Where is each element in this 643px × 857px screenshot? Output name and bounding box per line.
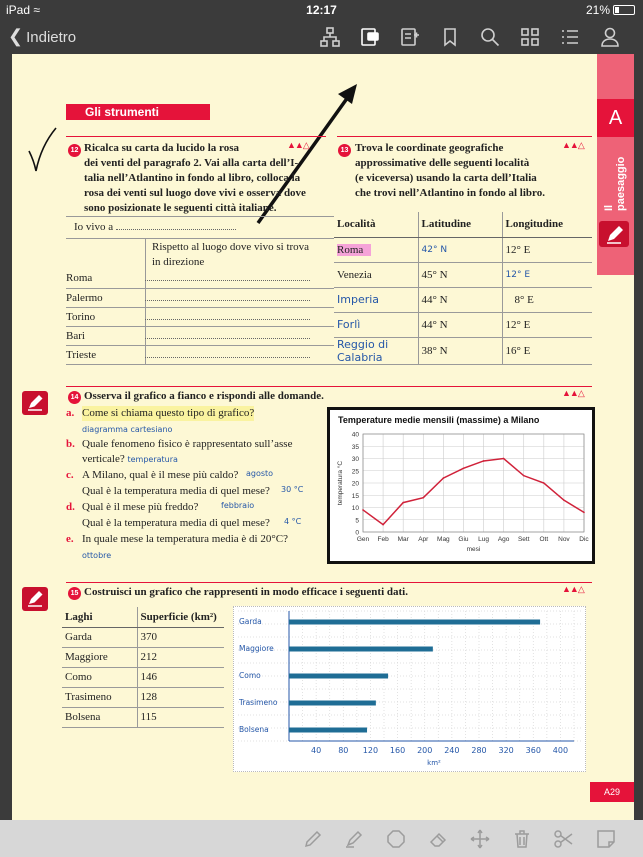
answer-cell[interactable]	[145, 307, 334, 326]
longitude-cell: 12° E	[502, 312, 592, 337]
pencil-icon[interactable]	[22, 391, 48, 415]
text-line: approssimative delle seguenti località	[355, 157, 530, 169]
add-note-icon[interactable]	[390, 24, 430, 50]
exercise-12-text	[84, 141, 324, 216]
city-cell: Trieste	[66, 345, 145, 364]
latitude-cell[interactable]: 42° N	[418, 237, 502, 262]
page-number: A29	[590, 782, 634, 802]
cities-table	[66, 269, 334, 365]
text-line: sono posizionate le seguenti città italiane.	[84, 202, 277, 214]
back-button[interactable]	[8, 26, 76, 47]
table-header-row	[62, 607, 224, 627]
x-tick-label: 400	[552, 746, 569, 755]
table-row	[62, 687, 224, 707]
scissors-icon[interactable]	[553, 828, 575, 850]
live-label: Io vivo a	[74, 220, 236, 235]
answer-d2[interactable]: 4 °C	[284, 517, 302, 526]
answer-a[interactable]: diagramma cartesiano	[82, 425, 173, 434]
area-cell: 146	[137, 667, 224, 687]
text-line: talia nell’Atlantino in fondo al libro, colloca la	[84, 172, 301, 184]
divider	[66, 582, 592, 583]
x-tick-label: Ott	[539, 536, 549, 543]
answer-b[interactable]: verticale? temperatura	[82, 453, 178, 465]
temperature-chart	[330, 410, 592, 561]
data-point	[483, 460, 485, 462]
data-point	[422, 497, 424, 499]
x-tick-label: Giu	[458, 536, 469, 543]
x-tick-label: Mag	[437, 536, 450, 543]
data-point	[543, 482, 545, 484]
answer-cell[interactable]	[145, 288, 334, 307]
bar-label: Maggiore	[239, 644, 274, 653]
data-point	[503, 458, 505, 460]
y-tick-label: 35	[351, 443, 359, 451]
question-b: b. Quale fenomeno fisico è rappresentato sull’asse	[66, 438, 293, 450]
pencil-icon[interactable]	[22, 587, 48, 611]
page-view-icon[interactable]	[350, 24, 390, 50]
chart-title: Temperature medie mensili (massime) a Milano	[338, 415, 540, 425]
x-tick-label: 40	[311, 746, 322, 755]
bar-label: Como	[239, 671, 261, 680]
text-line: rosa dei venti sul luogo dove vivi e osserva dove	[84, 187, 306, 199]
exercise-number: 15	[68, 587, 81, 600]
answer-c2[interactable]: 30 °C	[281, 485, 304, 494]
y-tick-label: 0	[355, 529, 359, 537]
answer-cell[interactable]	[145, 269, 334, 288]
question-c: c. A Milano, qual è il mese più caldo? agosto	[66, 468, 331, 484]
city-cell: Palermo	[66, 288, 145, 307]
x-tick-label: Sett	[517, 536, 530, 543]
table-row	[62, 647, 224, 667]
x-tick-label: Lug	[478, 536, 489, 543]
longitude-cell: 16° E	[502, 337, 592, 364]
chapter-sidebar	[597, 54, 634, 275]
series-line	[363, 459, 584, 525]
area-cell: 370	[137, 627, 224, 647]
x-tick-label: 240	[444, 746, 460, 755]
section-title: Gli strumenti	[66, 104, 210, 120]
exercise-number: 14	[68, 391, 81, 404]
status-bar	[0, 0, 643, 20]
x-tick-label: Dic	[579, 536, 589, 543]
y-tick-label: 40	[351, 431, 359, 439]
device-label: iPad ≈	[6, 3, 40, 17]
table-row	[62, 627, 224, 647]
exercise-15-title: Costruisci un grafico che rappresenti in modo efficace i seguenti dati.	[84, 586, 408, 598]
y-tick-label: 15	[351, 492, 359, 500]
battery-indicator: 21%	[586, 3, 635, 17]
locality-cell: Roma	[334, 237, 418, 262]
hierarchy-icon[interactable]	[310, 24, 350, 50]
bar	[289, 728, 367, 733]
pencil-icon[interactable]	[599, 221, 629, 247]
divider	[66, 136, 326, 137]
x-tick-label: 320	[498, 746, 514, 755]
grid-icon[interactable]	[510, 24, 550, 50]
longitude-cell: 8° E	[502, 287, 592, 312]
highlighter-tool-icon[interactable]	[343, 828, 365, 850]
x-tick-label: Mar	[397, 536, 409, 543]
move-tool-icon[interactable]	[469, 828, 491, 850]
longitude-cell[interactable]: 12° E	[502, 262, 592, 287]
bar	[289, 620, 540, 625]
city-cell: Torino	[66, 307, 145, 326]
data-point	[583, 512, 585, 514]
table-row	[62, 667, 224, 687]
y-tick-label: 20	[351, 480, 359, 488]
x-tick-label: 80	[338, 746, 349, 755]
user-icon[interactable]	[590, 24, 630, 50]
x-tick-label: Gen	[356, 536, 370, 543]
column-header: Longitudine	[502, 212, 592, 237]
divider	[66, 386, 592, 387]
y-axis-label: temperatura °C	[337, 460, 344, 506]
text-line: che trovi nell’Atlantino in fondo al libro.	[355, 187, 545, 199]
data-point	[463, 468, 465, 470]
answer-c1[interactable]: agosto	[246, 469, 274, 478]
y-tick-label: 25	[351, 468, 359, 476]
shape-tool-icon[interactable]	[385, 828, 407, 850]
table-row	[66, 269, 334, 288]
x-axis-label: mesi	[466, 546, 481, 553]
battery-icon	[613, 5, 635, 15]
annotation-toolbar	[0, 820, 643, 857]
divider	[66, 216, 334, 217]
table-header-row	[334, 212, 592, 237]
data-point	[402, 502, 404, 504]
table-row	[66, 326, 334, 345]
x-tick-label: 160	[389, 746, 406, 755]
exercise-number: 12	[68, 144, 81, 157]
table-row	[334, 287, 592, 312]
table-row	[334, 312, 592, 337]
difficulty-rating: ▲▲△	[287, 140, 309, 150]
lake-cell: Como	[62, 667, 137, 687]
difficulty-rating: ▲▲△	[562, 584, 584, 594]
bar	[289, 701, 376, 706]
area-cell: 212	[137, 647, 224, 667]
question-a: a. Come si chiama questo tipo di grafico?	[66, 407, 255, 419]
bar-label: Garda	[239, 617, 262, 626]
locality-cell: Venezia	[334, 262, 418, 287]
x-tick-label: 360	[525, 746, 541, 755]
x-tick-label: 200	[417, 746, 433, 755]
data-point	[362, 509, 364, 511]
x-tick-label: Ago	[497, 536, 510, 543]
data-point	[443, 477, 445, 479]
latitude-cell: 44° N	[418, 287, 502, 312]
question-d2: Qual è la temperatura media di quel mese? 4 °C	[66, 516, 331, 532]
divider	[66, 238, 334, 239]
search-icon[interactable]	[470, 24, 510, 50]
lake-cell: Bolsena	[62, 707, 137, 727]
data-point	[563, 499, 565, 501]
city-cell: Bari	[66, 326, 145, 345]
exercise-number: 13	[338, 144, 351, 157]
text-line: (e viceversa) usando la carta dell’Italia	[355, 172, 537, 184]
question-e: e. In quale mese la temperatura media è di 20°C?	[66, 533, 288, 545]
longitude-cell: 12° E	[502, 237, 592, 262]
answer-d1[interactable]: febbraio	[221, 501, 255, 510]
lake-cell: Trasimeno	[62, 687, 137, 707]
bar-label: Trasimeno	[239, 698, 278, 707]
x-axis-label: km²	[427, 759, 441, 767]
coordinates-table	[334, 212, 592, 365]
y-tick-label: 5	[355, 517, 359, 525]
table-row	[334, 337, 592, 364]
bar	[289, 647, 433, 652]
table-row	[334, 237, 592, 262]
note-icon[interactable]	[595, 828, 617, 850]
lakes-chart	[234, 607, 587, 773]
latitude-cell: 38° N	[418, 337, 502, 364]
column-header: Latitudine	[418, 212, 502, 237]
locality-cell[interactable]: Reggio di Calabria	[334, 337, 418, 364]
lake-cell: Garda	[62, 627, 137, 647]
table-row	[334, 262, 592, 287]
divider	[337, 136, 592, 137]
data-point	[523, 475, 525, 477]
exercise-13-text	[355, 141, 585, 201]
y-tick-label: 30	[351, 456, 359, 463]
locality-cell[interactable]: Imperia	[334, 287, 418, 312]
text-line: Ricalca su carta da lucido la rosa	[84, 142, 240, 154]
lakes-chart-frame	[233, 606, 586, 772]
x-tick-label: Feb	[377, 536, 389, 543]
answer-e[interactable]: ottobre	[82, 551, 112, 560]
difficulty-rating: ▲▲△	[562, 140, 584, 150]
lakes-table	[62, 607, 224, 728]
table-row	[66, 288, 334, 307]
y-tick-label: 10	[351, 505, 359, 512]
questions-list	[66, 406, 331, 562]
data-point	[382, 524, 384, 526]
x-tick-label: 280	[471, 746, 487, 755]
latitude-cell: 45° N	[418, 262, 502, 287]
pencil-tool-icon[interactable]	[302, 828, 324, 850]
table-row	[66, 345, 334, 364]
latitude-cell: 44° N	[418, 312, 502, 337]
chapter-section: Il paesaggio	[603, 156, 627, 211]
exercise-14-title: Osserva il grafico a fianco e rispondi alle domande.	[84, 390, 324, 402]
difficulty-rating: ▲▲△	[562, 388, 584, 398]
column-header: Laghi	[62, 607, 137, 627]
eraser-tool-icon[interactable]	[427, 828, 449, 850]
temperature-chart-frame	[327, 407, 595, 564]
locality-cell[interactable]: Forlì	[334, 312, 418, 337]
column-header: Superficie (km²)	[137, 607, 224, 627]
lake-cell: Maggiore	[62, 647, 137, 667]
table-row	[66, 307, 334, 326]
direction-header: Rispetto al luogo dove vivo si trova in direzione	[152, 241, 310, 268]
table-row	[62, 707, 224, 727]
nav-toolbar	[310, 24, 630, 50]
x-tick-label: Apr	[418, 536, 429, 543]
x-tick-label: 120	[362, 746, 379, 755]
answer-cell[interactable]	[145, 326, 334, 345]
column-header: Località	[334, 212, 418, 237]
chapter-letter: A	[597, 99, 634, 137]
check-annotation	[26, 126, 66, 186]
text-line: Trova le coordinate geografiche	[355, 142, 504, 154]
back-label: Indietro	[26, 29, 77, 46]
bar	[289, 674, 388, 679]
text-line: dei venti del paragrafo 2. Vai alla carta dell’I-	[84, 157, 299, 169]
bookmark-icon[interactable]	[430, 24, 470, 50]
clock: 12:17	[306, 3, 337, 17]
bar-label: Bolsena	[239, 725, 269, 734]
book-page	[12, 54, 634, 820]
area-cell: 128	[137, 687, 224, 707]
trash-icon[interactable]	[511, 828, 533, 850]
x-tick-label: Nov	[558, 536, 570, 543]
area-cell: 115	[137, 707, 224, 727]
question-d: d. Qual è il mese più freddo? febbraio	[66, 500, 331, 516]
list-icon[interactable]	[550, 24, 590, 50]
nav-bar	[0, 20, 643, 53]
city-cell: Roma	[66, 269, 145, 288]
answer-cell[interactable]	[145, 345, 334, 364]
chevron-left-icon: ❮	[8, 26, 24, 46]
question-c2: Qual è la temperatura media di quel mese? 30 °C	[66, 484, 331, 500]
